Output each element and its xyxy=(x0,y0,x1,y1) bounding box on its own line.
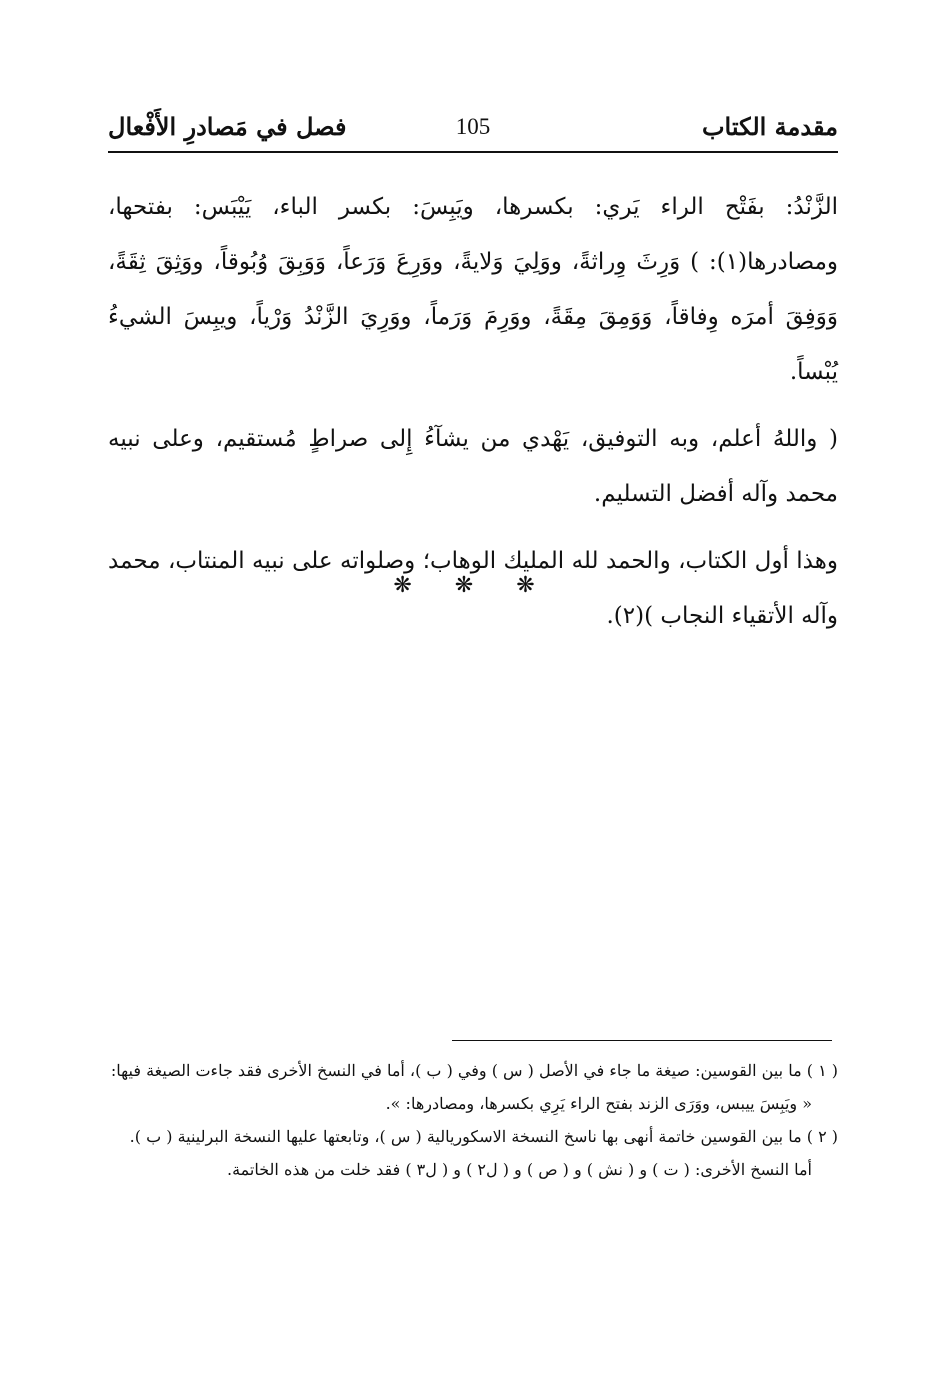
header-divider xyxy=(108,151,838,153)
page-number: 105 xyxy=(455,114,491,139)
page-header xyxy=(108,108,838,148)
footnote-1: ( ١ ) ما بين القوسين: صيغة ما جاء في الأصل ( س ) وفي ( ب )، أما في النسخ الأخرى فقد جاءت الصيغة فيها: xyxy=(110,1061,838,1080)
running-title-left: فصل في مَصادرِ الأَفْعال xyxy=(108,112,347,141)
running-title-right: مقدمة الكتاب xyxy=(701,112,838,141)
paragraph-closing-prayer: ( واللهُ أعلم، وبه التوفيق، يَهْدي من يشآءُ إِلى صراطٍ مُستقيم، وعلى نبيه محمد وآله أفضل التسليم. xyxy=(108,426,838,507)
section-separator: ❋ ❋ ❋ xyxy=(393,573,553,598)
footnote-divider xyxy=(452,1040,832,1041)
paragraph-verb-sources: الزَّنْدُ: بفَتْح الراء يَري: بكسرها، ويَبِسَ: بكسر الباء، يَيْبَس: بفتحها، ومصادرها(١): ) وَرِثَ وِراثةً، ووَلِيَ وَلايةً، ووَرِعَ وَرَعاً، وَوَبِقَ وُبُوقاً، ووَثِقَ ثِقَةً، وَوَفِقَ أمرَه وِفاقاً، وَوَمِقَ مِقَةً، ووَرِمَ وَرَماً، ووَرِيَ الزَّنْدُ وَرْياً، ويبِسَ الشيءُ يُبْساً. xyxy=(108,194,838,385)
footnotes xyxy=(108,1054,838,1186)
footnote-2: ( ٢ ) ما بين القوسين خاتمة أنهى بها ناسخ النسخة الاسكوريالية ( س )، وتابعتها عليها النسخة البرلينية ( ب ). xyxy=(129,1127,838,1146)
footnote-2-continuation: أما النسخ الأخرى: ( ت ) و ( نش ) و ( ص ) و ( ل٢ ) و ( ل٣ ) فقد خلت من هذه الخاتمة. xyxy=(226,1160,812,1179)
footnote-1-continuation: « ويَبِسَ ييبس، ووَرَى الزند بفتح الراء يَرِي بكسرها، ومصادرها: ». xyxy=(385,1094,812,1113)
paragraph-book-beginning: وهذا أول الكتاب، والحمد لله المليك الوهاب؛ وصلواته على نبيه المنتاب، محمد وآله الأتقياء النجاب )(٢). xyxy=(108,548,838,629)
